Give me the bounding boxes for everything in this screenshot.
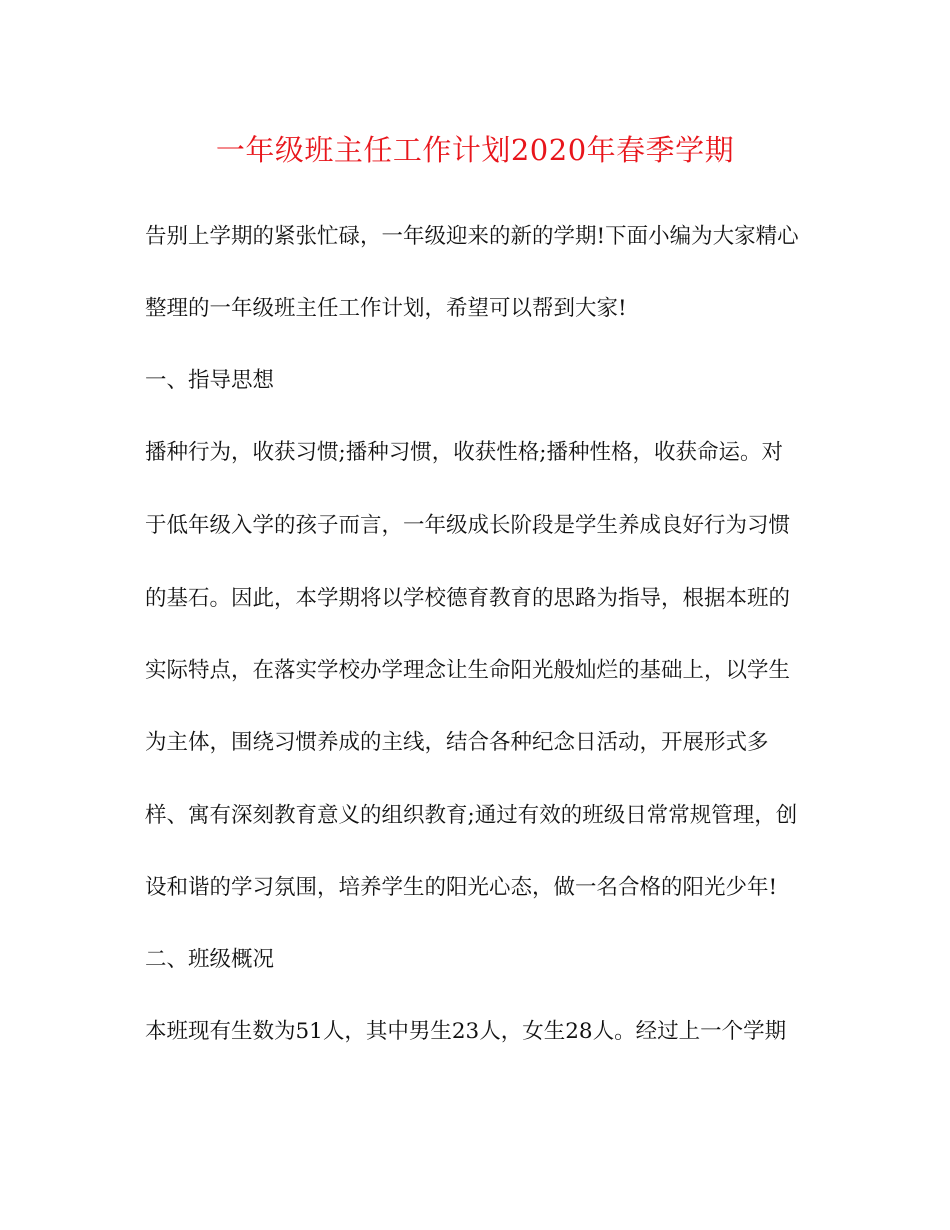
paragraph-line: 实际特点，在落实学校办学理念让生命阳光般灿烂的基础上，以学生	[145, 658, 791, 683]
paragraph-line: 样、寓有深刻教育意义的组织教育;通过有效的班级日常常规管理，创	[145, 803, 798, 828]
section-heading-class-overview: 二、班级概况	[145, 947, 275, 972]
paragraph-line: 为主体，围绕习惯养成的主线，结合各种纪念日活动，开展形式多	[145, 730, 769, 755]
paragraph-line: 的基石。因此，本学期将以学校德育教育的思路为指导，根据本班的	[145, 586, 791, 611]
paragraph-line: 播种行为，收获习惯;播种习惯，收获性格;播种性格，收获命运。对	[145, 440, 783, 465]
paragraph-line: 告别上学期的紧张忙碌，一年级迎来的新的学期!下面小编为大家精心	[145, 224, 799, 249]
document-title: 一年级班主任工作计划2020年春季学期	[215, 133, 735, 167]
section-heading-guiding-ideology: 一、指导思想	[145, 368, 275, 393]
paragraph-line: 于低年级入学的孩子而言，一年级成长阶段是学生养成良好行为习惯	[145, 513, 791, 538]
paragraph-line: 整理的一年级班主任工作计划，希望可以帮到大家!	[145, 296, 627, 321]
paragraph-line: 设和谐的学习氛围，培养学生的阳光心态，做一名合格的阳光少年!	[145, 875, 778, 900]
paragraph-line: 本班现有生数为51人，其中男生23人，女生28人。经过上一个学期	[145, 1019, 787, 1044]
